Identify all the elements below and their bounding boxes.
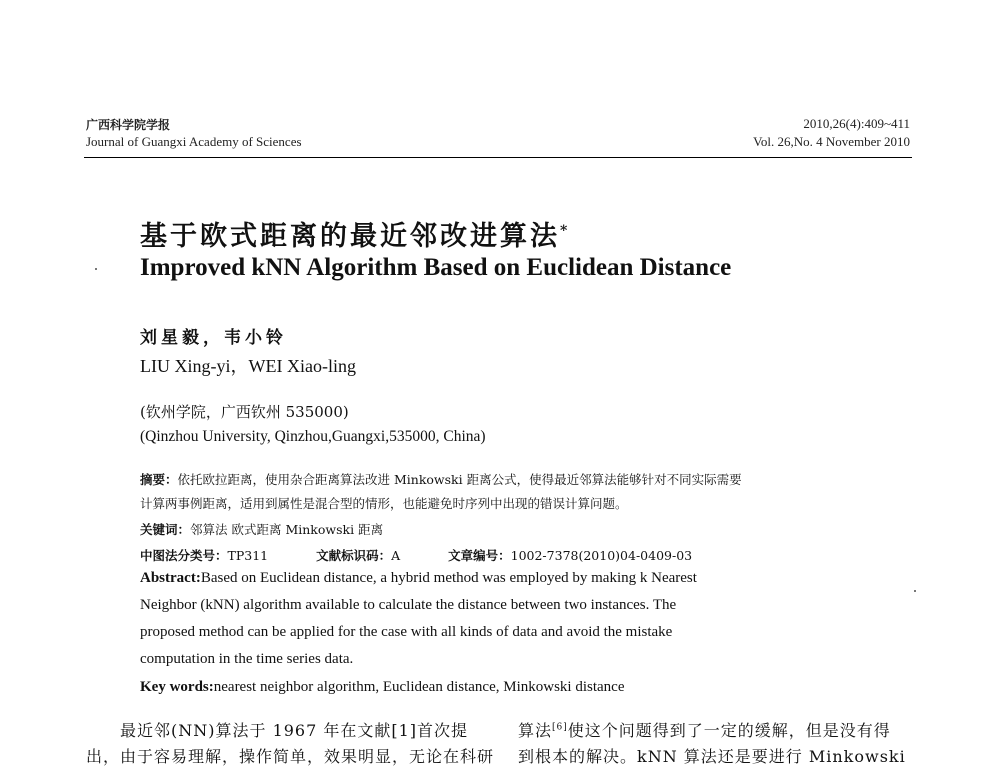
title-cn bbox=[140, 214, 570, 253]
abstract-cn-line1: 摘要：依托欧拉距离，使用杂合距离算法改进 Minkowski 距离公式，使得最近邻算法能够针对不同实际需要 bbox=[140, 472, 742, 487]
clc-value: TP311 bbox=[227, 548, 269, 563]
classification-line bbox=[140, 546, 692, 564]
body-col1-line1: 最近邻(NN)算法于 1967 年在文献[1]首次提 bbox=[120, 721, 469, 740]
clc-label: 中图法分类号： bbox=[140, 548, 228, 563]
abstract-cn-label: 摘要： bbox=[140, 472, 178, 487]
scan-speck bbox=[914, 590, 916, 592]
keywords-cn: 关键词：邻算法 欧式距离 Minkowski 距离 bbox=[140, 522, 384, 537]
header-rule bbox=[84, 157, 912, 158]
title-en: Improved kNN Algorithm Based on Euclidean Distance bbox=[140, 254, 732, 281]
keywords-en: Key words:nearest neighbor algorithm, Euclidean distance, Minkowski distance bbox=[140, 679, 625, 695]
abstract-cn-line2: 计算两事例距离，适用到属性是混合型的情形，也能避免时序列中出现的错误计算问题。 bbox=[140, 496, 628, 511]
scan-speck bbox=[95, 268, 97, 270]
citation-ref: [6] bbox=[552, 722, 568, 733]
article-no-label: 文章编号： bbox=[448, 548, 511, 563]
volume-info: Vol. 26,No. 4 November 2010 bbox=[753, 134, 910, 149]
doc-code-value: A bbox=[391, 548, 401, 563]
title-footnote-mark: * bbox=[560, 223, 571, 239]
abstract-en-line3: proposed method can be applied for the case with all kinds of data and avoid the mistake bbox=[140, 624, 673, 640]
abstract-en-line1: Abstract:Based on Euclidean distance, a hybrid method was employed by making k Nearest bbox=[140, 570, 697, 586]
body-col1-line2: 出，由于容易理解，操作简单，效果明显，无论在科研 bbox=[86, 747, 495, 766]
body-col2-line1: 算法[6]使这个问题得到了一定的缓解，但是没有得 bbox=[518, 721, 891, 740]
keywords-cn-label: 关键词： bbox=[140, 522, 191, 537]
article-no-value: 1002-7378(2010)04-0409-03 bbox=[510, 548, 693, 563]
authors-en: LIU Xing-yi，WEI Xiao-ling bbox=[140, 356, 356, 376]
affiliation-en: (Qinzhou University, Qinzhou,Guangxi,535000, China) bbox=[140, 428, 486, 445]
authors-cn: 刘星毅，韦小铃 bbox=[140, 328, 287, 348]
body-col2-line2: 到根本的解决。kNN 算法还是要进行 Minkowski bbox=[518, 747, 906, 766]
abstract-en-label: Abstract: bbox=[140, 570, 201, 586]
abstract-en-line4: computation in the time series data. bbox=[140, 651, 354, 667]
affiliation-cn: (钦州学院，广西钦州 535000) bbox=[140, 403, 349, 421]
journal-name-cn: 广西科学院学报 bbox=[86, 118, 171, 132]
title-cn-text: 基于欧式距离的最近邻改进算法 bbox=[140, 221, 560, 252]
abstract-en-line2: Neighbor (kNN) algorithm available to calculate the distance between two instances. The bbox=[140, 597, 677, 613]
citation: 2010,26(4):409~411 bbox=[803, 116, 910, 131]
keywords-en-label: Key words: bbox=[140, 679, 214, 695]
journal-name-en: Journal of Guangxi Academy of Sciences bbox=[86, 134, 302, 149]
doc-code-label: 文献标识码： bbox=[316, 548, 392, 563]
